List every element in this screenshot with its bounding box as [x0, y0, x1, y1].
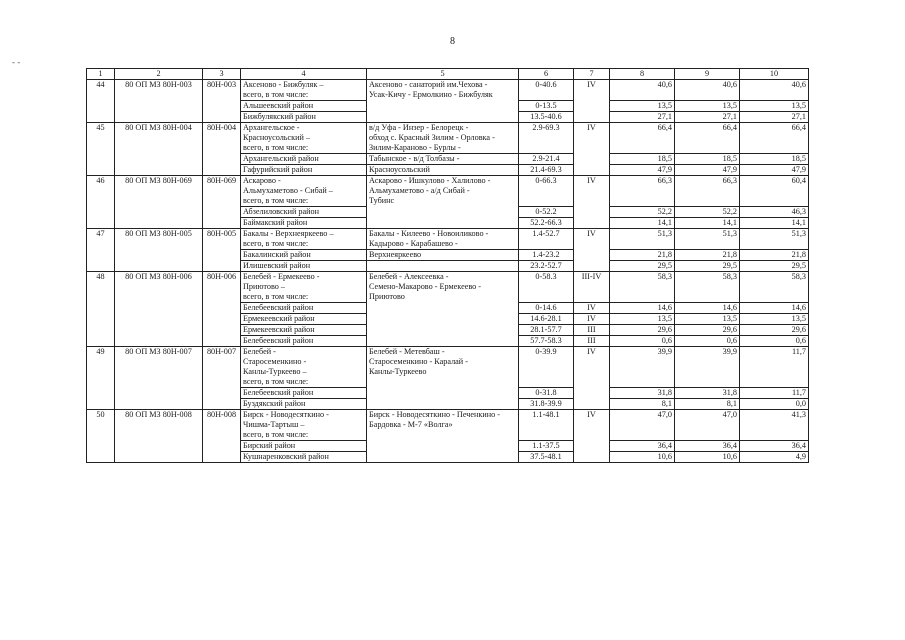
length-col-9: 40,6	[675, 80, 740, 101]
column-number-9: 9	[675, 69, 740, 80]
table-row	[87, 229, 809, 250]
road-registry-table	[86, 68, 809, 463]
district-route: Табынское - в/д Толбазы -	[367, 154, 519, 165]
column-number-8: 8	[610, 69, 675, 80]
table-row	[87, 80, 809, 101]
district-length-col-9: 29,6	[675, 325, 740, 336]
district-category: III	[574, 325, 610, 336]
district-length-total: 18,5	[610, 154, 675, 165]
district-length-col-10: 14,1	[740, 218, 809, 229]
district-length-col-10: 18,5	[740, 154, 809, 165]
length-col-9: 47,0	[675, 410, 740, 441]
district-length-col-10: 4,9	[740, 452, 809, 463]
road-name	[241, 229, 367, 250]
registration-number: 80 ОП МЗ 80Н-006	[115, 272, 203, 347]
district-km-range: 23.2-52.7	[519, 261, 574, 272]
road-route-line: Семено-Макарово - Ермекеево -	[369, 282, 482, 291]
km-range: 2.9-69.3	[519, 123, 574, 154]
district-length-col-10: 13,5	[740, 101, 809, 112]
road-name-line: всего, в том числе:	[243, 239, 309, 248]
district-km-range: 57.7-58.3	[519, 336, 574, 347]
table-row	[87, 347, 809, 388]
registration-number: 80 ОП МЗ 80Н-004	[115, 123, 203, 176]
road-name	[241, 123, 367, 154]
district-length-col-9: 10,6	[675, 452, 740, 463]
road-name-line: Бакалы - Верхнеяркеево –	[243, 229, 334, 238]
table-row	[87, 176, 809, 207]
district-length-col-9: 13,5	[675, 314, 740, 325]
road-code: 80Н-007	[203, 347, 241, 410]
length-total: 51,3	[610, 229, 675, 250]
district-length-total: 13,5	[610, 314, 675, 325]
road-code: 80Н-069	[203, 176, 241, 229]
road-category: IV	[574, 410, 610, 463]
district-length-col-9: 29,5	[675, 261, 740, 272]
district-km-range: 0-31.8	[519, 388, 574, 399]
road-name-line: Аскарово -	[243, 176, 281, 185]
length-total: 40,6	[610, 80, 675, 101]
district-length-col-9: 0,6	[675, 336, 740, 347]
district-length-total: 36,4	[610, 441, 675, 452]
road-code: 80Н-005	[203, 229, 241, 272]
district-length-col-10: 11,7	[740, 388, 809, 399]
road-name	[241, 272, 367, 303]
column-number-6: 6	[519, 69, 574, 80]
district-length-total: 14,1	[610, 218, 675, 229]
district-route	[367, 261, 519, 272]
column-number-4: 4	[241, 69, 367, 80]
district-name: Белебеевский район	[241, 303, 367, 314]
district-km-range: 1.1-37.5	[519, 441, 574, 452]
road-code: 80Н-003	[203, 80, 241, 123]
row-number: 50	[87, 410, 115, 463]
district-km-range: 0-13.5	[519, 101, 574, 112]
district-name: Баймакский район	[241, 218, 367, 229]
road-route-line: Аксеново - санаторий им.Чехова -	[369, 80, 488, 89]
district-name: Кушнаренковский район	[241, 452, 367, 463]
district-length-col-9: 14,6	[675, 303, 740, 314]
road-route	[367, 123, 519, 154]
district-name: Бижбулякский район	[241, 112, 367, 123]
km-range: 1.4-52.7	[519, 229, 574, 250]
district-length-col-10: 14,6	[740, 303, 809, 314]
road-name-line: Бирск - Новодесяткино -	[243, 410, 329, 419]
district-length-col-10: 0,0	[740, 399, 809, 410]
road-name-line: Красноусольский –	[243, 133, 311, 142]
district-length-col-10: 36,4	[740, 441, 809, 452]
road-category: IV	[574, 347, 610, 410]
district-name: Архангельский район	[241, 154, 367, 165]
road-route-line: Аскарово - Ишкулово - Халилово -	[369, 176, 491, 185]
district-length-col-9: 47,9	[675, 165, 740, 176]
district-length-total: 8,1	[610, 399, 675, 410]
column-number-7: 7	[574, 69, 610, 80]
district-length-col-10: 29,6	[740, 325, 809, 336]
length-total: 66,3	[610, 176, 675, 207]
road-name-line: Канлы-Туркеево –	[243, 367, 307, 376]
length-col-9: 58,3	[675, 272, 740, 303]
road-name	[241, 347, 367, 388]
district-name: Белебеевский район	[241, 336, 367, 347]
district-length-col-9: 31,8	[675, 388, 740, 399]
district-length-col-10: 13,5	[740, 314, 809, 325]
road-route-line: Зилим-Караново - Бурлы -	[369, 143, 461, 152]
road-category: IV	[574, 80, 610, 123]
district-km-range: 2.9-21.4	[519, 154, 574, 165]
row-number: 45	[87, 123, 115, 176]
road-name-line: всего, в том числе:	[243, 292, 309, 301]
road-route-line: Приютово	[369, 292, 405, 301]
district-length-total: 31,8	[610, 388, 675, 399]
road-code: 80Н-006	[203, 272, 241, 347]
road-route-line: Тубинс	[369, 196, 395, 205]
road-name-line: всего, в том числе:	[243, 90, 309, 99]
page-number: 8	[450, 36, 455, 47]
district-km-range: 28.1-57.7	[519, 325, 574, 336]
district-km-range: 0-52.2	[519, 207, 574, 218]
column-number-1: 1	[87, 69, 115, 80]
road-name	[241, 80, 367, 101]
length-total: 58,3	[610, 272, 675, 303]
length-col-9: 66,3	[675, 176, 740, 207]
table-row	[87, 123, 809, 154]
district-length-total: 0,6	[610, 336, 675, 347]
length-col-10: 58,3	[740, 272, 809, 303]
district-km-range: 37.5-48.1	[519, 452, 574, 463]
column-number-3: 3	[203, 69, 241, 80]
road-code: 80Н-008	[203, 410, 241, 463]
district-km-range: 21.4-69.3	[519, 165, 574, 176]
road-name-line: Аксеново - Бижбуляк –	[243, 80, 324, 89]
table-row	[87, 410, 809, 441]
column-number-row	[87, 69, 809, 80]
district-length-col-9: 36,4	[675, 441, 740, 452]
road-route-line: в/д Уфа - Инзер - Белорецк -	[369, 123, 469, 132]
row-number: 49	[87, 347, 115, 410]
km-range: 0-66.3	[519, 176, 574, 207]
road-route-line: Белебей - Метевбаш -	[369, 347, 445, 356]
km-range: 0-40.6	[519, 80, 574, 101]
road-route-line: Бакалы - Килеево - Новоиликово -	[369, 229, 489, 238]
district-length-total: 29,5	[610, 261, 675, 272]
length-col-10: 60,4	[740, 176, 809, 207]
row-number: 48	[87, 272, 115, 347]
district-category: IV	[574, 303, 610, 314]
district-length-total: 47,9	[610, 165, 675, 176]
length-total: 47,0	[610, 410, 675, 441]
registration-number: 80 ОП МЗ 80Н-003	[115, 80, 203, 123]
column-number-5: 5	[367, 69, 519, 80]
district-name: Ермекеевский район	[241, 314, 367, 325]
district-length-col-9: 8,1	[675, 399, 740, 410]
road-name-line: Старосеменкино -	[243, 357, 307, 366]
district-name: Бакалинский район	[241, 250, 367, 261]
district-length-col-9: 27,1	[675, 112, 740, 123]
row-number: 44	[87, 80, 115, 123]
road-name	[241, 410, 367, 441]
road-category: IV	[574, 123, 610, 176]
road-category: IV	[574, 229, 610, 272]
road-name-line: Белебей - Ермекеево -	[243, 272, 320, 281]
column-number-10: 10	[740, 69, 809, 80]
district-length-total: 14,6	[610, 303, 675, 314]
registration-number: 80 ОП МЗ 80Н-007	[115, 347, 203, 410]
district-name: Буздякский район	[241, 399, 367, 410]
road-route	[367, 272, 519, 347]
road-route-line: Старосеменкино - Каралай -	[369, 357, 468, 366]
km-range: 1.1-48.1	[519, 410, 574, 441]
district-route: Верхнеяркеево	[367, 250, 519, 261]
road-route	[367, 229, 519, 250]
road-route-line: Альмухаметово - а/д Сибай -	[369, 186, 470, 195]
table-row	[87, 272, 809, 303]
road-name-line: Альмухаметово - Сибай –	[243, 186, 333, 195]
road-route-line: Кадырово - Карабашево -	[369, 239, 458, 248]
road-name-line: всего, в том числе:	[243, 377, 309, 386]
length-total: 39,9	[610, 347, 675, 388]
road-route-line: Усак-Кичу - Ермолкино - Бижбуляк	[369, 90, 493, 99]
registration-number: 80 ОП МЗ 80Н-005	[115, 229, 203, 272]
length-col-10: 40,6	[740, 80, 809, 101]
road-route-line: Бардовка - М-7 «Волга»	[369, 420, 453, 429]
district-length-col-10: 47,9	[740, 165, 809, 176]
district-length-total: 29,6	[610, 325, 675, 336]
district-length-col-9: 52,2	[675, 207, 740, 218]
road-route-line: обход с. Красный Зилим - Орловка -	[369, 133, 495, 142]
district-length-col-9: 18,5	[675, 154, 740, 165]
road-route-line: Бирск - Новодесяткино - Печенкино -	[369, 410, 501, 419]
district-length-col-9: 13,5	[675, 101, 740, 112]
road-route	[367, 410, 519, 463]
district-length-total: 10,6	[610, 452, 675, 463]
road-code: 80Н-004	[203, 123, 241, 176]
district-length-col-10: 21,8	[740, 250, 809, 261]
district-category: III	[574, 336, 610, 347]
district-km-range: 14.6-28.1	[519, 314, 574, 325]
road-name-line: Белебей -	[243, 347, 276, 356]
road-route-line: Канлы-Туркеево	[369, 367, 427, 376]
district-name: Абзелиловский район	[241, 207, 367, 218]
district-length-col-10: 27,1	[740, 112, 809, 123]
road-name	[241, 176, 367, 207]
km-range: 0-58.3	[519, 272, 574, 303]
length-col-10: 11,7	[740, 347, 809, 388]
district-length-col-10: 29,5	[740, 261, 809, 272]
road-category: IV	[574, 176, 610, 229]
district-km-range: 1.4-23.2	[519, 250, 574, 261]
district-length-total: 21,8	[610, 250, 675, 261]
length-col-9: 66,4	[675, 123, 740, 154]
road-name-line: Приютово –	[243, 282, 286, 291]
length-col-9: 39,9	[675, 347, 740, 388]
road-name-line: всего, в том числе:	[243, 196, 309, 205]
district-route: Красноусольский	[367, 165, 519, 176]
length-col-10: 66,4	[740, 123, 809, 154]
district-length-col-10: 46,3	[740, 207, 809, 218]
road-category: III-IV	[574, 272, 610, 303]
district-name: Илишевский район	[241, 261, 367, 272]
district-km-range: 52.2-66.3	[519, 218, 574, 229]
registration-number: 80 ОП МЗ 80Н-069	[115, 176, 203, 229]
district-name: Белебеевский район	[241, 388, 367, 399]
district-length-total: 27,1	[610, 112, 675, 123]
district-name: Бирский район	[241, 441, 367, 452]
length-total: 66,4	[610, 123, 675, 154]
district-name: Ермекеевский район	[241, 325, 367, 336]
column-number-2: 2	[115, 69, 203, 80]
road-name-line: Чишма-Тартыш –	[243, 420, 305, 429]
length-col-9: 51,3	[675, 229, 740, 250]
km-range: 0-39.9	[519, 347, 574, 388]
row-number: 47	[87, 229, 115, 272]
district-name: Альшеевский район	[241, 101, 367, 112]
district-length-total: 13,5	[610, 101, 675, 112]
road-name-line: всего, в том числе:	[243, 430, 309, 439]
table-body	[87, 69, 809, 463]
district-length-col-9: 21,8	[675, 250, 740, 261]
district-km-range: 0-14.6	[519, 303, 574, 314]
district-km-range: 31.8-39.9	[519, 399, 574, 410]
district-name: Гафурийский район	[241, 165, 367, 176]
road-route	[367, 80, 519, 123]
road-name-line: Архангельское -	[243, 123, 300, 132]
length-col-10: 51,3	[740, 229, 809, 250]
district-length-col-10: 0,6	[740, 336, 809, 347]
length-col-10: 41,3	[740, 410, 809, 441]
district-length-total: 52,2	[610, 207, 675, 218]
margin-mark: - -	[12, 57, 21, 67]
road-name-line: всего, в том числе:	[243, 143, 309, 152]
road-route	[367, 176, 519, 229]
district-category: IV	[574, 314, 610, 325]
road-route	[367, 347, 519, 410]
district-length-col-9: 14,1	[675, 218, 740, 229]
road-route-line: Белебей - Алексеевка -	[369, 272, 449, 281]
district-km-range: 13.5-40.6	[519, 112, 574, 123]
registration-number: 80 ОП МЗ 80Н-008	[115, 410, 203, 463]
row-number: 46	[87, 176, 115, 229]
